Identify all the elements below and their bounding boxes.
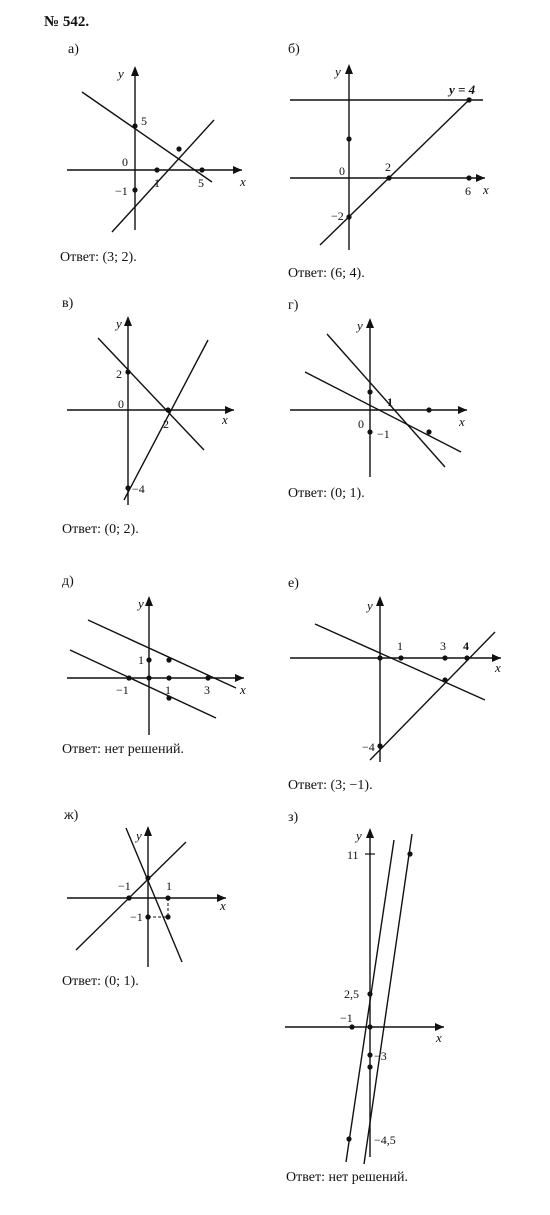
panel-a-label: а) [68, 42, 79, 57]
point [146, 657, 151, 662]
tick-2-y: 2 [116, 367, 122, 381]
tick-3: 3 [204, 683, 210, 697]
panel-h-answer: Ответ: нет решений. [286, 1170, 408, 1185]
x-axis-arrow [476, 174, 485, 182]
y-axis-label: y [335, 64, 341, 79]
tick-origin: 0 [339, 164, 345, 178]
line-1 [98, 338, 204, 450]
tick-2-5: 2,5 [344, 987, 359, 1001]
tick-5-x: 5 [198, 176, 204, 190]
line-1 [82, 92, 212, 182]
panel-e-label: д) [62, 574, 74, 589]
tick-5-y: 5 [141, 114, 147, 128]
point [407, 851, 412, 856]
point [166, 675, 171, 680]
tick-11: 11 [347, 848, 359, 862]
tick-minus-1: −1 [116, 683, 129, 697]
line-label-y-4: y = 4 [449, 82, 476, 97]
panel-h-graph [280, 822, 460, 1167]
tick-origin: 0 [358, 417, 364, 431]
problem-title: № 542. [44, 14, 90, 30]
line-1 [315, 624, 485, 700]
y-axis-arrow [366, 318, 374, 328]
y-axis-arrow [145, 596, 153, 606]
point [346, 1136, 351, 1141]
panel-h-label: з) [288, 810, 299, 825]
point [367, 1064, 372, 1069]
point [426, 407, 431, 412]
point [426, 429, 431, 434]
x-axis-label: x [240, 174, 246, 189]
tick-4: 4 [463, 639, 469, 653]
tick-1-x: 1 [165, 683, 171, 697]
panel-f-label: е) [288, 576, 299, 591]
panel-c-graph [62, 310, 252, 510]
point [205, 675, 210, 680]
panel-d-answer: Ответ: (0; 1). [288, 486, 365, 501]
point [464, 655, 469, 660]
panel-f-answer: Ответ: (3; −1). [288, 778, 373, 793]
y-axis-arrow [131, 66, 139, 76]
tick-1-y: 1 [138, 653, 144, 667]
point [349, 1024, 354, 1029]
x-axis-label: x [220, 898, 226, 913]
x-axis-label: x [240, 682, 246, 697]
tick-minus-4-5: −4,5 [374, 1133, 396, 1147]
y-axis-label: y [116, 316, 122, 331]
tick-minus-1: −1 [115, 184, 128, 198]
tick-2-x: 2 [163, 417, 169, 431]
point [132, 187, 137, 192]
y-axis-label: y [136, 828, 142, 843]
point [125, 369, 130, 374]
point [398, 655, 403, 660]
panel-b-label: б) [288, 42, 300, 57]
panel-c-label: в) [62, 296, 74, 311]
y-axis-arrow [376, 596, 384, 606]
point [132, 123, 137, 128]
panel-e-answer: Ответ: нет решений. [62, 742, 184, 757]
point [154, 167, 159, 172]
point [145, 914, 150, 919]
x-axis-label: x [459, 414, 465, 429]
point [367, 991, 372, 996]
tick-origin: 0 [122, 155, 128, 169]
panel-g-answer: Ответ: (0; 1). [62, 974, 139, 989]
point [377, 743, 382, 748]
panel-b-graph [285, 60, 495, 260]
tick-minus-1-x: −1 [118, 879, 131, 893]
tick-minus-4: −4 [362, 740, 375, 754]
tick-2: 2 [385, 160, 391, 174]
tick-1: 1 [397, 639, 403, 653]
point [377, 655, 382, 660]
point [367, 389, 372, 394]
line-1 [327, 334, 445, 467]
point [346, 136, 351, 141]
panel-a-answer: Ответ: (3; 2). [60, 250, 137, 265]
y-axis-label: y [357, 318, 363, 333]
point [346, 214, 351, 219]
line-2 [126, 828, 182, 962]
point [466, 175, 471, 180]
point [442, 677, 447, 682]
y-axis-label: y [356, 828, 362, 843]
point [166, 657, 171, 662]
point [176, 146, 181, 151]
y-axis-label: y [367, 598, 373, 613]
panel-c-answer: Ответ: (0; 2). [62, 522, 139, 537]
point [165, 895, 170, 900]
point [146, 675, 151, 680]
x-axis-label: x [222, 412, 228, 427]
point [126, 675, 131, 680]
x-axis-arrow [235, 674, 244, 682]
panel-a-graph [62, 62, 262, 237]
point [165, 407, 170, 412]
x-axis-label: x [495, 660, 501, 675]
panel-b-answer: Ответ: (6; 4). [288, 266, 365, 281]
point [386, 175, 391, 180]
tick-1: 1 [154, 176, 160, 190]
point [367, 1052, 372, 1057]
panel-g-label: ж) [64, 808, 79, 823]
tick-origin: 0 [118, 397, 124, 411]
point [165, 914, 170, 919]
tick-3: 3 [440, 639, 446, 653]
point [126, 895, 131, 900]
panel-g-graph [62, 822, 237, 972]
panel-e-graph [62, 590, 262, 740]
tick-minus-2: −2 [331, 209, 344, 223]
tick-minus-1: −1 [377, 427, 390, 441]
panel-f-graph [285, 592, 510, 767]
y-axis-label: y [138, 596, 144, 611]
panel-d-label: г) [288, 298, 299, 313]
y-axis-arrow [144, 826, 152, 836]
x-axis-arrow [458, 406, 467, 414]
point [145, 875, 150, 880]
tick-minus-1-y: −1 [130, 910, 143, 924]
point [367, 429, 372, 434]
x-axis-label: x [483, 182, 489, 197]
point [367, 1024, 372, 1029]
tick-6: 6 [465, 184, 471, 198]
tick-minus-3: −3 [374, 1049, 387, 1063]
tick-1: 1 [387, 395, 393, 409]
x-axis-arrow [233, 166, 242, 174]
y-axis-arrow [366, 828, 374, 838]
point [199, 167, 204, 172]
tick-1: 1 [166, 879, 172, 893]
tick-minus-1: −1 [340, 1011, 353, 1025]
y-axis-label: y [118, 66, 124, 81]
panel-d-graph [285, 312, 485, 482]
x-axis-label: x [436, 1030, 442, 1045]
y-axis-arrow [124, 316, 132, 326]
point [466, 97, 471, 102]
tick-minus-4: −4 [132, 482, 145, 496]
point [442, 655, 447, 660]
y-axis-arrow [345, 64, 353, 74]
point [125, 485, 130, 490]
